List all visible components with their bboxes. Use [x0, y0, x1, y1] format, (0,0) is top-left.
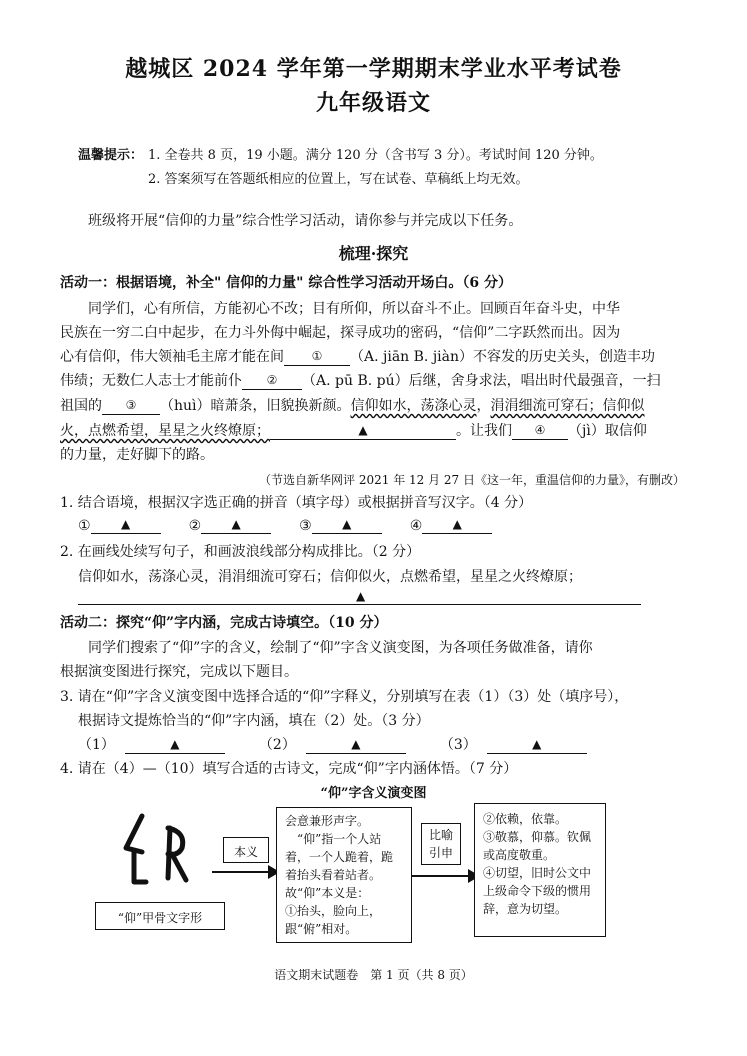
- intro-text: 班级将开展“信仰的力量”综合性学习活动，请你参与并完成以下任务。: [88, 213, 523, 229]
- box-line: “仰”指一个人站着，一个人跪着，跪着抬头看着站者。故“仰”本义是：: [285, 832, 394, 900]
- q1-item-label: ①: [78, 518, 91, 534]
- page-footer: 语文期末试题卷 第 1 页（共 8 页）: [274, 968, 473, 982]
- text-segment: 。让我们: [456, 423, 512, 439]
- arrow1-label: 本义: [233, 845, 258, 859]
- activity1-para-line: [60, 395, 645, 415]
- question-1: 1. 结合语境，根据汉字选正确的拼音（填字母）或根据拼音写汉字。（4 分）: [60, 495, 533, 511]
- q1-blank[interactable]: ▲: [91, 516, 161, 534]
- tips-label: 温馨提示：: [78, 148, 144, 163]
- page-subtitle: 九年级语文: [315, 90, 431, 116]
- q3-blank[interactable]: ▲: [487, 736, 587, 754]
- q1-item-label: ②: [188, 518, 202, 534]
- page-title: 越城区 2024 学年第一学期期末学业水平考试卷: [125, 56, 622, 82]
- box-line: ①抬头，脸向上，跟“俯”相对。: [285, 904, 382, 936]
- activity1-para-line: 民族在一穷二白中起步，在力斗外侮中崛起，探寻成功的密码，“信仰”二字跃然而出。因为: [60, 325, 621, 341]
- question-2: 2. 在画线处续写句子，和画波浪线部分构成排比。（2 分）: [60, 544, 421, 560]
- arrow-right-icon: [210, 862, 280, 882]
- original-meaning-box: [276, 807, 412, 943]
- text-segment: 心有信仰，伟大领袖毛主席才能在间: [60, 349, 284, 365]
- arrow2-label-1: 比喻: [428, 828, 453, 842]
- blank-4[interactable]: ④: [512, 422, 568, 440]
- q1-item-label: ④: [409, 518, 423, 534]
- activity1-para-line: 的力量，走好脚下的路。: [60, 447, 214, 463]
- text-segment: （jì）取信仰: [568, 423, 647, 439]
- extended-meaning-box: [474, 803, 606, 937]
- q1-blank[interactable]: ▲: [201, 516, 271, 534]
- q3-answers: [78, 734, 587, 754]
- activity2-para-line: 根据演变图进行探究，完成以下题目。: [60, 664, 298, 680]
- activity2-heading: 活动二：探究“仰”字内涵，完成古诗填空。（10 分）: [60, 615, 388, 631]
- box-line: 会意兼形声字。: [285, 814, 370, 828]
- box-line: ②依赖，依靠。: [483, 812, 568, 826]
- arrow2-label-2: 引申: [428, 846, 453, 860]
- q2-quote: 信仰如水，荡涤心灵，涓涓细流可穿石；信仰似火，点燃希望，星星之火终燎原；: [78, 569, 582, 585]
- oracle-bone-glyph: [112, 808, 202, 888]
- q1-item-label: ③: [299, 518, 312, 534]
- wavy-underline-text: 火，点燃希望: [60, 423, 144, 439]
- text-segment: ，: [476, 398, 491, 414]
- blank-3[interactable]: ③: [102, 397, 160, 415]
- text-segment: 祖国的: [60, 398, 102, 414]
- text-segment: 伟绩；无数仁人志士才能前仆: [60, 373, 242, 389]
- wavy-underline-text: 涓涓细流可穿石；信仰似: [490, 398, 645, 414]
- activity1-heading: 活动一：根据语境，补全" 信仰的力量" 综合性学习活动开场白。（6 分）: [60, 275, 512, 291]
- question-4: 4. 请在（4）—（10）填写合适的古诗文，完成“仰”字内涵体悟。（7 分）: [60, 761, 518, 777]
- activity1-para-line: 同学们，心有所信，方能初心不改；目有所仰，所以奋斗不止。回顾百年奋斗史，中华: [88, 301, 620, 317]
- question-3-cont: 根据诗文提炼恰当的“仰”字内涵，填在（2）处。（3 分）: [78, 713, 430, 729]
- tips-line-1: 1. 全卷共 8 页，19 小题。满分 120 分（含书写 3 分）。考试时间 120 分钟。: [148, 148, 603, 163]
- activity1-para-line: [60, 370, 661, 390]
- text-segment: （A. pū B. pú）后继，舍身求法，唱出时代最强音，一扫: [302, 373, 661, 389]
- q3-blank[interactable]: ▲: [125, 736, 225, 754]
- activity2-para-line: 同学们搜索了“仰”字的含义，绘制了“仰”字含义演变图，为各项任务做准备，请你: [88, 640, 593, 656]
- q3-item-label: （2）: [258, 737, 296, 753]
- section-heading: 梳理·探究: [338, 244, 409, 263]
- q1-blank[interactable]: ▲: [312, 516, 382, 534]
- q3-item-label: （3）: [439, 737, 477, 753]
- oracle-caption: “仰”甲骨文字形: [117, 911, 203, 925]
- activity1-source: （节选自新华网评 2021 年 12 月 27 日《这一年，重温信仰的力量》，有删改）: [259, 473, 685, 487]
- box-line: ③敬慕，仰慕。钦佩或高度敬重。: [483, 830, 592, 862]
- tips-line-2: 2. 答案须写在答题纸相应的位置上，写在试卷、草稿纸上均无效。: [148, 172, 529, 187]
- q1-answers: [78, 516, 492, 534]
- q1-blank[interactable]: ▲: [422, 516, 492, 534]
- text-segment: （huì）暗萧条，旧貌换新颜。: [160, 398, 351, 414]
- q2-mark: ▲: [356, 589, 366, 603]
- q3-blank[interactable]: ▲: [306, 736, 406, 754]
- diagram-title: “仰”字含义演变图: [320, 786, 427, 801]
- wavy-underline-text: 信仰如水，荡涤心灵: [350, 398, 477, 414]
- blank-1[interactable]: ①: [284, 348, 350, 366]
- arrow-right-icon: [410, 866, 480, 886]
- activity1-para-line: [60, 420, 647, 440]
- blank-2[interactable]: ②: [242, 372, 302, 390]
- activity1-para-line: [60, 346, 655, 366]
- wavy-underline-text: ，星星之火终燎原；: [144, 423, 270, 439]
- continuation-blank[interactable]: ▲: [270, 422, 456, 440]
- box-line: ④切望，旧时公文中上级命令下级的惯用辞，意为切望。: [483, 866, 592, 916]
- q2-answer-line[interactable]: [78, 604, 641, 605]
- question-3: 3. 请在“仰”字含义演变图中选择合适的“仰”字释义，分别填写在表（1）（3）处（填序号），: [60, 689, 629, 705]
- q3-item-label: （1）: [78, 737, 115, 753]
- text-segment: （A. jiān B. jiàn）不容发的历史关头，创造丰功: [350, 349, 656, 365]
